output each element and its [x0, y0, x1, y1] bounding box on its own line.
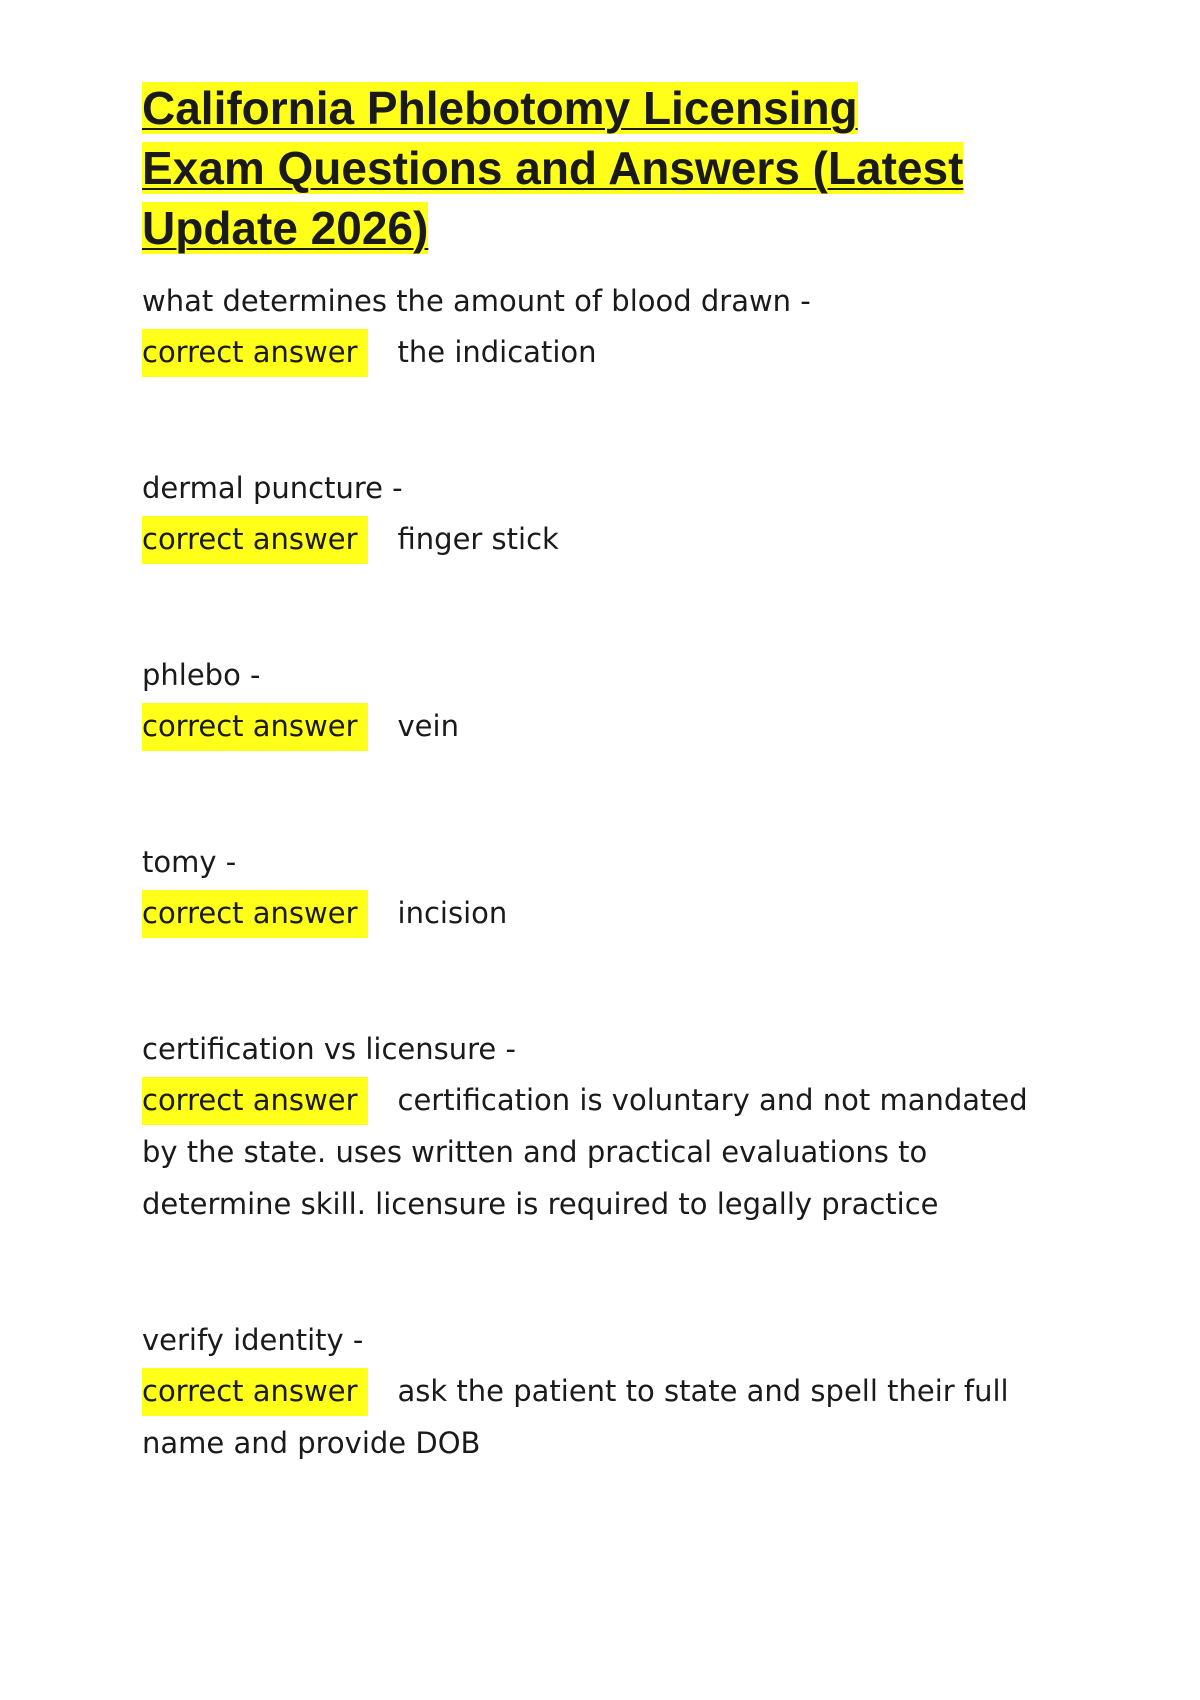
correct-answer-label: correct answer: [142, 1077, 368, 1125]
answer-line: [142, 1074, 1072, 1230]
question-text: tomy -: [142, 845, 237, 879]
answer-text: incision: [397, 896, 508, 930]
qa-item: [142, 837, 1072, 939]
answer-line: [142, 700, 1072, 752]
question-text: certification vs licensure -: [142, 1032, 516, 1066]
question-text: verify identity -: [142, 1323, 364, 1357]
correct-answer-label: correct answer: [142, 890, 368, 938]
qa-item: [142, 1315, 1072, 1469]
title-line: Update 2026): [142, 202, 429, 254]
correct-answer-label: correct answer: [142, 329, 368, 377]
answer-line: [142, 887, 1072, 939]
title-line: California Phlebotomy Licensing: [142, 82, 858, 134]
question-text: phlebo -: [142, 658, 261, 692]
answer-line: [142, 326, 1072, 378]
answer-line: [142, 513, 1072, 565]
question-text: dermal puncture -: [142, 471, 403, 505]
answer-line: [142, 1365, 1072, 1469]
qa-item: [142, 1024, 1072, 1230]
title-line: Exam Questions and Answers (Latest: [142, 142, 964, 194]
answer-text: vein: [397, 709, 459, 743]
answer-text: the indication: [397, 335, 597, 369]
answer-text: ask the patient to state and spell their full name and provide DOB: [142, 1374, 1009, 1460]
correct-answer-label: correct answer: [142, 516, 368, 564]
document-title: [142, 78, 1072, 258]
qa-item: [142, 463, 1072, 565]
correct-answer-label: correct answer: [142, 703, 368, 751]
qa-item: [142, 650, 1072, 752]
answer-text: finger stick: [397, 522, 559, 556]
document-content: [142, 78, 1072, 1469]
question-text: what determines the amount of blood drawn -: [142, 284, 811, 318]
answer-text: certification is voluntary and not mandated by the state. uses written and practical evaluations to determine skill. licensure is required to legally practice: [142, 1083, 1028, 1221]
qa-item: [142, 276, 1072, 378]
correct-answer-label: correct answer: [142, 1368, 368, 1416]
